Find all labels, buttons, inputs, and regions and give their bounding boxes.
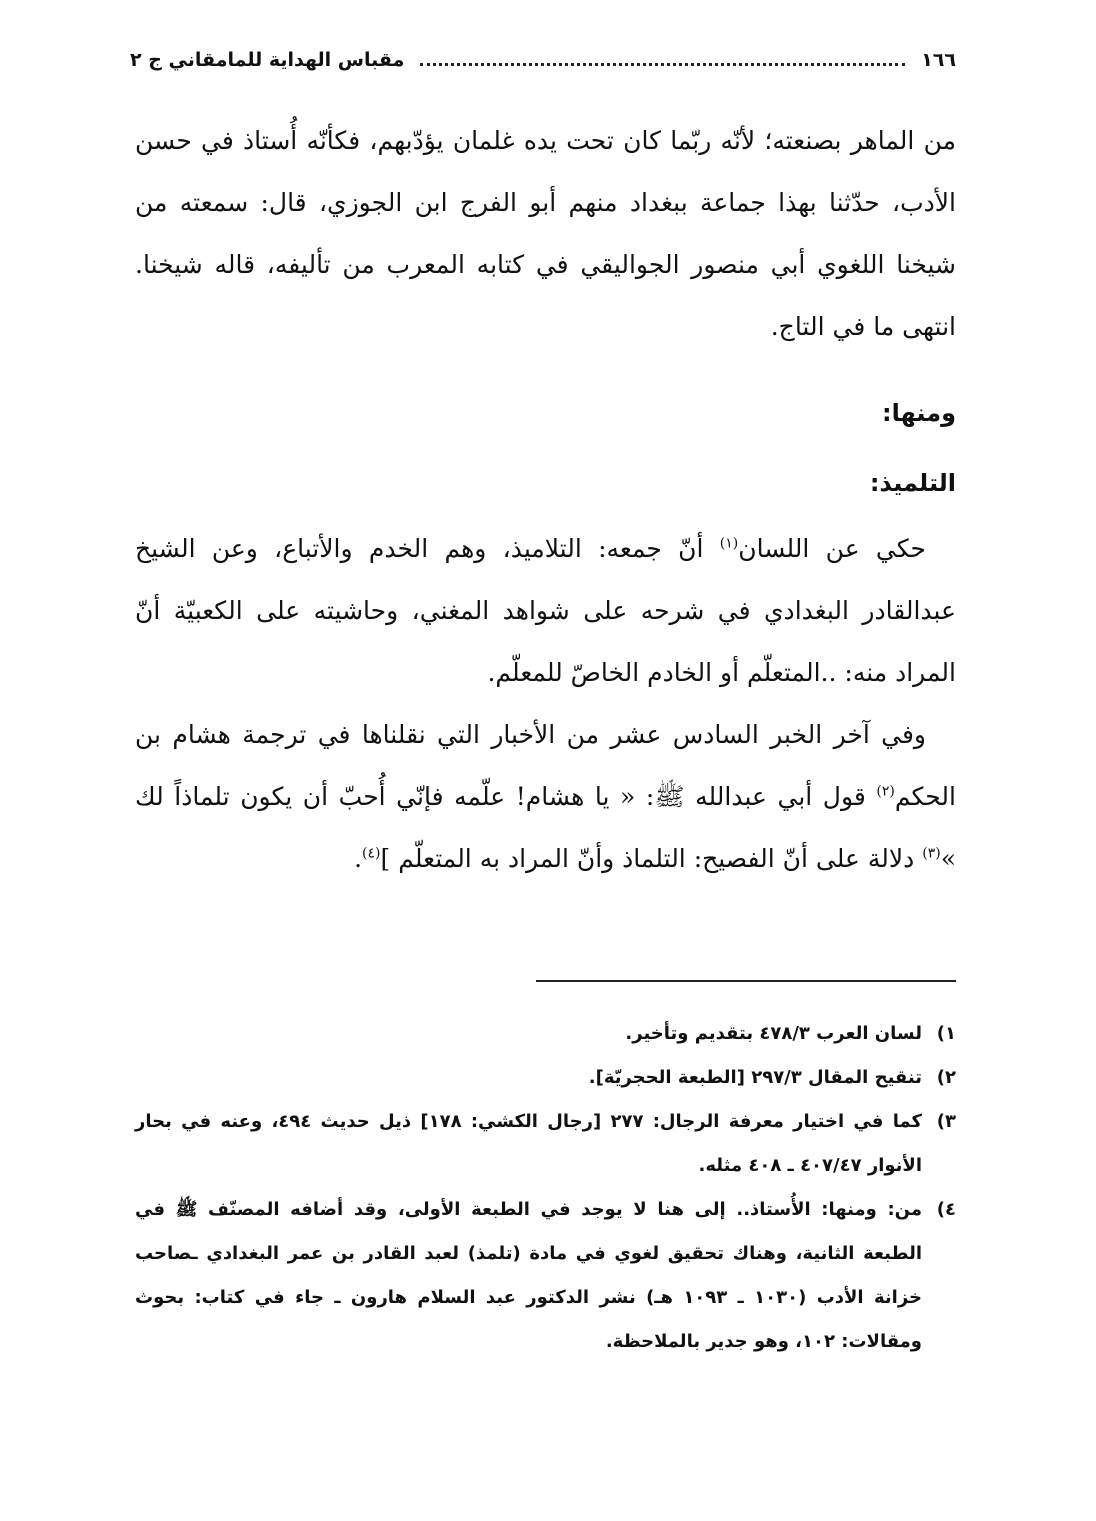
footnote-number: ٤) [936, 1199, 956, 1220]
footnotes [135, 1012, 956, 1364]
paragraph-text: دلالة على أنّ الفصيح: التلماذ وأنّ المراد به المتعلّم ] [380, 844, 923, 873]
footnote-number: ٢) [936, 1067, 956, 1088]
footnote [135, 1188, 956, 1364]
footnote-ref: (٤) [362, 845, 381, 862]
footnote [135, 1100, 956, 1188]
main-text [135, 110, 956, 890]
book-title: مقباس الهداية للمامقاني ج ٢ [130, 49, 405, 71]
paragraph [135, 518, 956, 704]
section-heading: التلميذ: [869, 469, 956, 497]
footnote [135, 1056, 956, 1100]
paragraph-text: أنّ جمعه: التلاميذ، وهم الخدم والأتباع، وعن الشيخ عبدالقادر البغدادي في شرحه على شواهد المغني، وحاشيته على الكعبيّة أنّ المراد منه: ..المتعلّم أو الخادم الخاصّ للمعلّم. [135, 534, 956, 687]
footnote-ref: (٢) [876, 783, 895, 800]
footnote-ref: (١) [719, 535, 739, 552]
page-number: ١٦٦ [921, 49, 956, 71]
paragraph-text: وفي آخر الخبر السادس عشر من الأخبار التي نقلناها في ترجمة هشام بن الحكم [135, 720, 956, 811]
header-dotted-leader [420, 63, 905, 66]
paragraph-text: قول أبي عبدالله ﷺ: « يا هشام! علّمه فإنّي أُحبّ أن يكون تلماذاً لك » [135, 782, 956, 873]
paragraph-text: حكي عن اللسان [738, 534, 927, 563]
paragraph: من الماهر بصنعته؛ لأنّه ربّما كان تحت يده غلمان يؤدّبهم، فكأنّه أُستاذ في حسن الأدب، حدّثنا بهذا جماعة ببغداد منهم أبو الفرج ابن الجوزي، قال: سمعته من شيخنا اللغوي أبي منصور الجواليقي في كتابه المعرب من تأليفه، قاله شيخنا. انتهى ما في التاج. [135, 126, 956, 341]
footnote-text: لسان العرب ٤٧٨/٣ بتقديم وتأخير. [625, 1023, 922, 1044]
footnote-text: كما في اختيار معرفة الرجال: ٢٧٧ [رجال الكشي: ١٧٨] ذيل حديث ٤٩٤، وعنه في بحار الأنوار ٤٠٧/٤٧ ـ ٤٠٨ مثله. [135, 1111, 922, 1176]
footnote-number: ٣) [936, 1111, 956, 1132]
footnote-separator [536, 980, 956, 982]
running-header [130, 40, 956, 80]
paragraph-text: . [354, 844, 363, 873]
paragraph [135, 704, 956, 890]
footnote-ref: (٣) [922, 845, 941, 862]
footnote-number: ١) [936, 1023, 956, 1044]
footnote-text: تنقيح المقال ٢٩٧/٣ [الطبعة الحجريّة]. [588, 1067, 922, 1088]
footnote-text: من: ومنها: الأُستاذ.. إلى هنا لا يوجد في الطبعة الأولى، وقد أضافه المصنّف ﷺ في الطبعة الثانية، وهناك تحقيق لغوي في مادة (تلمذ) لعبد القادر بن عمر البغدادي ـصاحب خزانة الأدب (١٠٣٠ ـ ١٠٩٣ هـ) نشر الدكتور عبد السلام هارون ـ جاء في كتاب: بحوث ومقالات: ١٠٢، وهو جدير بالملاحظة. [135, 1199, 922, 1352]
footnote [135, 1012, 956, 1056]
section-heading: ومنها: [881, 399, 956, 427]
